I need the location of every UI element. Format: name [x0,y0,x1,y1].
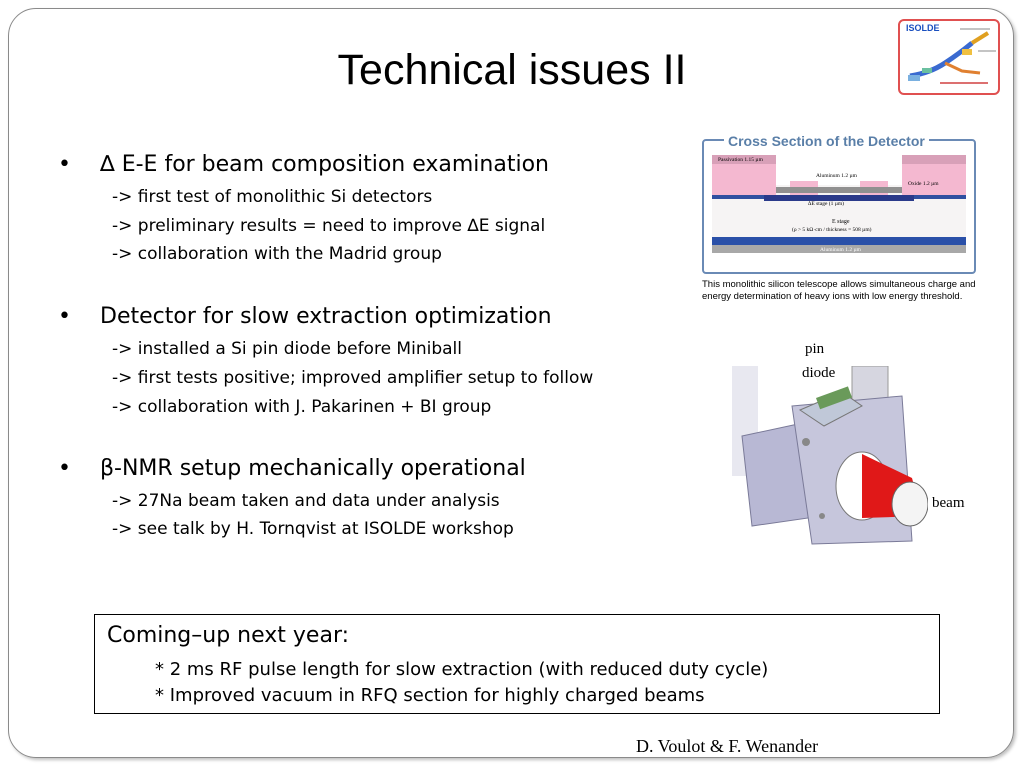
cross-section-caption: This monolithic silicon telescope allows simultaneous charge and energy determination of heavy ions with low energy threshold. [702,279,976,302]
bullet-text: Detector for slow extraction optimization [100,304,552,329]
sub-item: -> installed a Si pin diode before Miniball [112,339,462,359]
aluminum-label: Aluminum 1.2 µm [816,173,857,179]
coming-up-box [94,614,940,714]
bottom-aluminum-label: Aluminum 1.2 µm [820,247,861,253]
isolde-logo-text: ISOLDE [906,23,940,33]
slide-title: Technical issues II [337,46,687,94]
bullet-marker: • [58,152,71,177]
sub-item: -> see talk by H. Tornqvist at ISOLDE workshop [112,519,514,539]
setup-drawing [732,366,928,547]
isolde-logo [898,19,1000,95]
bullet-marker: • [58,456,71,481]
coming-up-item: * Improved vacuum in RFQ section for highly charged beams [155,685,705,706]
bullet-marker: • [58,304,71,329]
bullet-text: β-NMR setup mechanically operational [100,456,526,481]
coming-up-heading: Coming–up next year: [107,623,350,648]
cross-section-heading: Cross Section of the Detector [724,133,929,149]
passivation-label: Passivation 1.15 µm [718,157,763,163]
cross-section-diagram [704,141,974,272]
bullet-text: ∆ E-E for beam composition examination [100,152,549,177]
e-stage-detail-label: (ρ > 5 kΩ·cm / thickness = 508 µm) [792,227,872,233]
e-stage-label: E stage [832,219,850,225]
sub-item: -> first test of monolithic Si detectors [112,187,433,207]
pin-diode-setup-image [732,366,928,547]
sub-item: -> collaboration with the Madrid group [112,244,442,264]
pin-label: pin [805,341,825,357]
sub-item: -> preliminary results = need to improve ∆E signal [112,216,546,236]
coming-up-item: * 2 ms RF pulse length for slow extraction (with reduced duty cycle) [155,659,769,680]
detector-cross-section-figure [700,133,978,308]
footer-authors: D. Voulot & F. Wenander [636,736,819,756]
diode-label: diode [802,365,836,381]
sub-item: -> 27Na beam taken and data under analysis [112,491,500,511]
beam-label: beam [932,495,965,511]
sub-item: -> first tests positive; improved amplifier setup to follow [112,368,594,388]
sub-item: -> collaboration with J. Pakarinen + BI group [112,397,492,417]
oxide-label: Oxide 1.2 µm [908,181,939,187]
cross-section-frame [702,139,976,274]
de-stage-label: ∆E stage (1 µm) [808,201,845,207]
